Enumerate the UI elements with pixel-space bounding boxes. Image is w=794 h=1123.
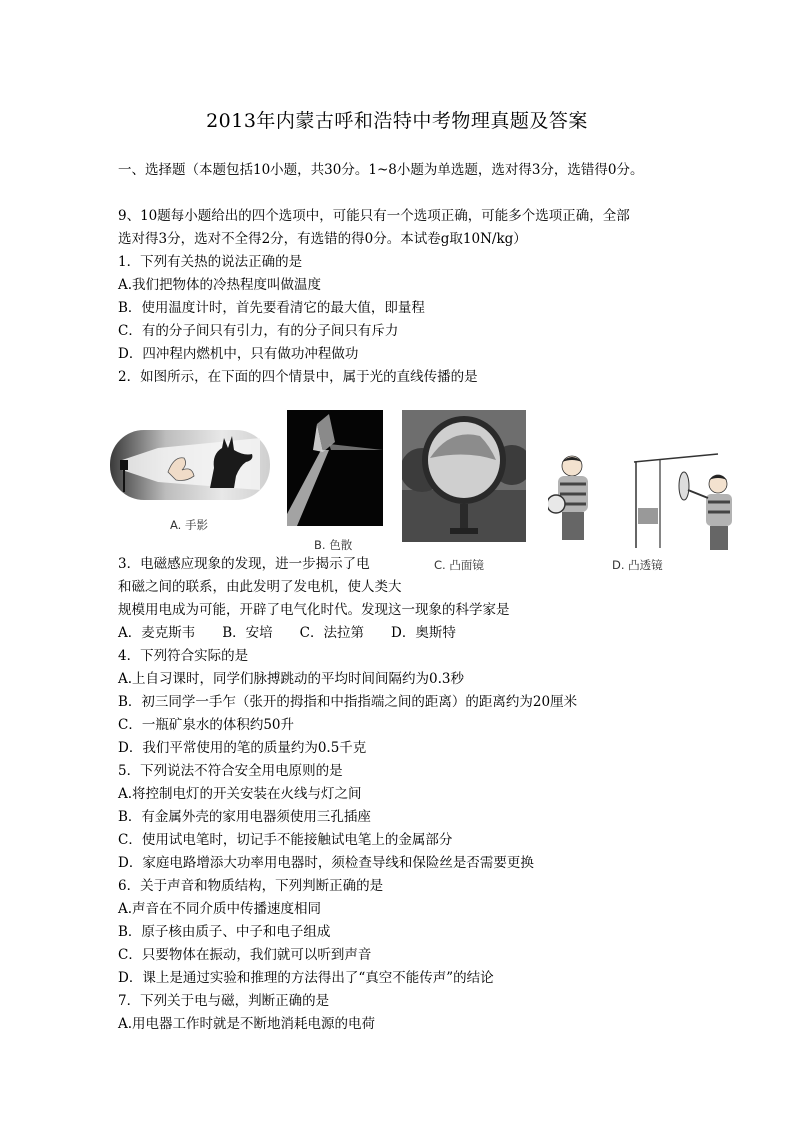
question-3-line-2: 和磁之间的联系，由此发明了发电机，使人类大 bbox=[118, 579, 402, 595]
question-4-option-c: C．一瓶矿泉水的体积约50升 bbox=[118, 717, 295, 733]
question-5-option-c: C．使用试电笔时，切记手不能接触试电笔上的金属部分 bbox=[118, 832, 453, 848]
figure-c-caption: C. 凸面镜 bbox=[434, 558, 484, 572]
question-6-option-a: A.声音在不同介质中传播速度相同 bbox=[118, 901, 322, 917]
instruction-line-1: 9、10题每小题给出的四个选项中，可能只有一个选项正确，可能多个选项正确，全部 bbox=[118, 208, 630, 224]
question-5-option-d: D．家庭电路增添大功率用电器时，须检查导线和保险丝是否需要更换 bbox=[118, 855, 534, 871]
figure-c-convex-mirror bbox=[402, 410, 526, 542]
question-5-option-a: A.将控制电灯的开关安装在火线与灯之间 bbox=[118, 786, 362, 802]
question-3-line-1: 3．电磁感应现象的发现，进一步揭示了电 bbox=[118, 556, 370, 572]
question-5-option-b: B．有金属外壳的家用电器须使用三孔插座 bbox=[118, 809, 371, 825]
question-2-stem: 2．如图所示，在下面的四个情景中，属于光的直线传播的是 bbox=[118, 369, 478, 385]
question-3-line-3: 规模用电成为可能，开辟了电气化时代。发现这一现象的科学家是 bbox=[118, 602, 510, 618]
page-title: 2013年内蒙古呼和浩特中考物理真题及答案 bbox=[206, 110, 588, 132]
question-1-option-b: B．使用温度计时，首先要看清它的最大值，即量程 bbox=[118, 300, 425, 316]
figure-b-dispersion bbox=[287, 410, 383, 526]
question-1-option-d: D．四冲程内燃机中，只有做功冲程做功 bbox=[118, 346, 359, 362]
question-4-option-b: B．初三同学一手乍（张开的拇指和中指指端之间的距离）的距离约为20厘米 bbox=[118, 694, 578, 710]
question-3-options: A．麦克斯韦 B．安培 C．法拉第 D．奥斯特 bbox=[118, 625, 456, 641]
question-1-stem: 1．下列有关热的说法正确的是 bbox=[118, 254, 303, 270]
question-4-option-a: A.上自习课时，同学们脉搏跳动的平均时间间隔约为0.3秒 bbox=[118, 671, 465, 687]
question-6-stem: 6．关于声音和物质结构，下列判断正确的是 bbox=[118, 878, 384, 894]
question-6-option-b: B．原子核由质子、中子和电子组成 bbox=[118, 924, 331, 940]
figure-d-convex-lens bbox=[548, 452, 740, 552]
question-6-option-c: C．只要物体在振动，我们就可以听到声音 bbox=[118, 947, 372, 963]
figure-a-hand-shadow bbox=[110, 430, 270, 500]
question-4-stem: 4．下列符合实际的是 bbox=[118, 648, 249, 664]
question-5-stem: 5．下列说法不符合安全用电原则的是 bbox=[118, 763, 343, 779]
question-1-option-a: A.我们把物体的冷热程度叫做温度 bbox=[118, 277, 322, 293]
question-4-option-d: D．我们平常使用的笔的质量约为0.5千克 bbox=[118, 740, 367, 756]
question-7-option-a: A.用电器工作时就是不断地消耗电源的电荷 bbox=[118, 1016, 376, 1032]
figure-a-caption: A. 手影 bbox=[170, 518, 208, 532]
instruction-line-2: 选对得3分，选对不全得2分，有选错的得0分。本试卷g取10N/kg） bbox=[118, 231, 527, 247]
figure-d-caption: D. 凸透镜 bbox=[612, 558, 663, 572]
question-1-option-c: C．有的分子间只有引力，有的分子间只有斥力 bbox=[118, 323, 399, 339]
question-7-stem: 7．下列关于电与磁，判断正确的是 bbox=[118, 993, 330, 1009]
figure-b-caption: B. 色散 bbox=[314, 538, 353, 552]
section-heading: 一、选择题（本题包括10小题，共30分。1~8小题为单选题，选对得3分，选错得0分。 bbox=[118, 162, 644, 178]
question-6-option-d: D．课上是通过实验和推理的方法得出了“真空不能传声”的结论 bbox=[118, 970, 494, 986]
